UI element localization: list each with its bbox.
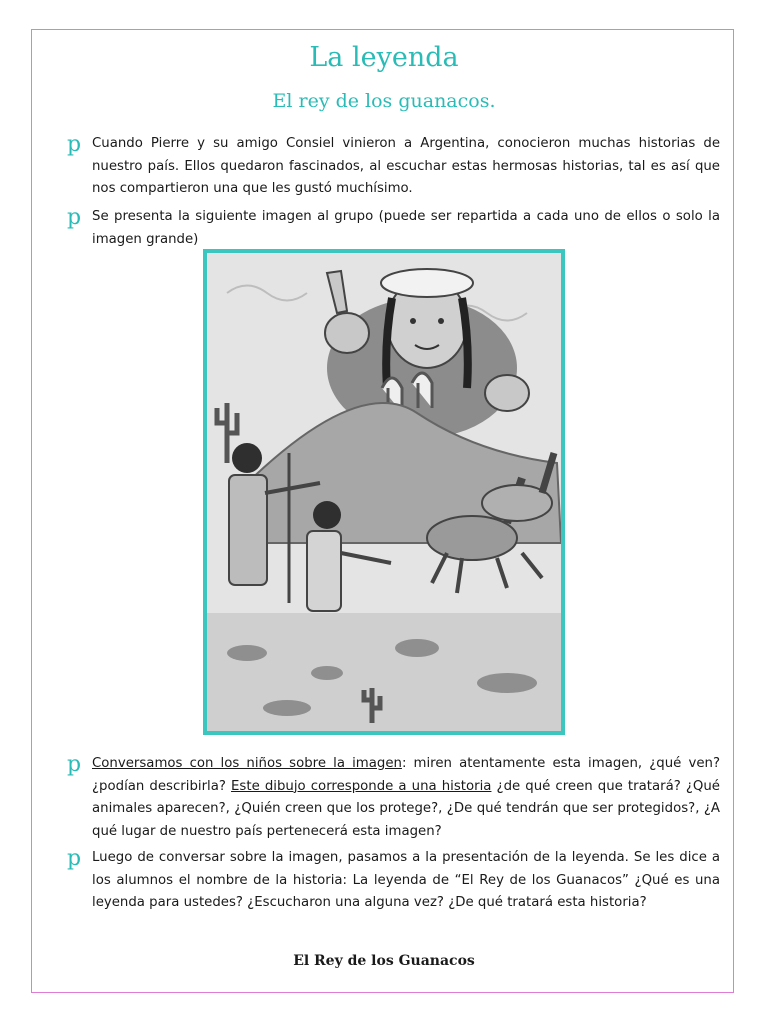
text-run: ¿de qué creen que tratará? ¿Qué animales aparecen?, ¿Quién creen que los protege?, ¿De qué tendrán que ser protegidos?, ¿A qué lugar de nuestro país pertenecerá esta imagen? — [92, 778, 720, 839]
story-title: El Rey de los Guanacos — [293, 953, 475, 969]
text-run: : miren atentamente esta imagen, ¿qué ven? ¿podían describirla? — [92, 756, 720, 794]
paragraph-presentation: Luego de conversar sobre la imagen, pasamos a la presentación de la leyenda. Se les dice a los alumnos el nombre de la historia: La leyenda de “El Rey de los Guanacos” ¿Qué es una leyenda para ustedes? ¿Escucharon una alguna vez? ¿De qué tratará esta historia? — [92, 850, 720, 910]
underlined-phrase: Este dibujo corresponde a una historia — [231, 778, 492, 794]
bullet-icon: p — [67, 846, 82, 871]
page-title: La leyenda — [309, 42, 459, 73]
paragraph-conversation — [92, 753, 720, 843]
paragraph-intro: Cuando Pierre y su amigo Consiel vinieron a Argentina, conocieron muchas historias de nuestro país. Ellos quedaron fascinados, al escuchar estas hermosas historias, tal es así que nos compartieron una que les gustó muchísimo. — [92, 136, 720, 196]
bullet-icon: p — [67, 205, 82, 230]
underlined-phrase: Conversamos con los niños sobre la imagen — [92, 756, 402, 771]
bullet-icon: p — [67, 132, 82, 157]
page-subtitle: El rey de los guanacos. — [272, 90, 496, 112]
illustration-drawing — [207, 253, 561, 731]
bullet-icon: p — [67, 752, 82, 777]
legend-illustration — [203, 249, 565, 735]
paragraph-image-instructions: Se presenta la siguiente imagen al grupo (puede ser repartida a cada uno de ellos o solo la imagen grande) — [92, 209, 720, 247]
